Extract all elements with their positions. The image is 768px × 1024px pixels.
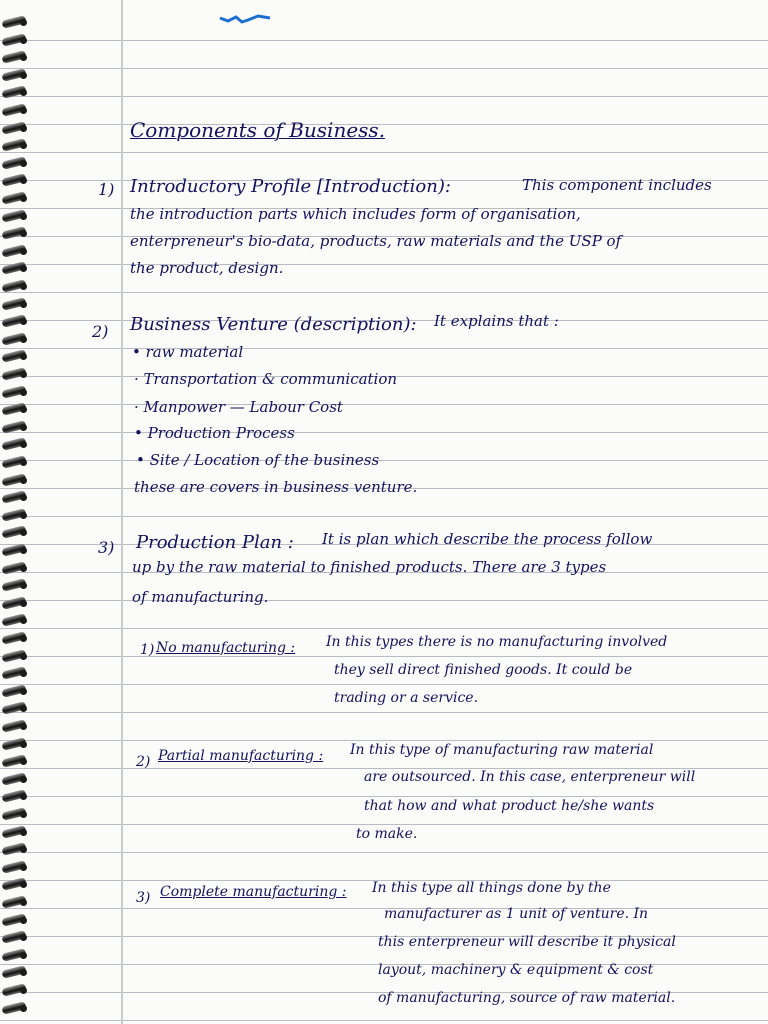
subsection-3-line: layout, machinery & equipment & cost (378, 962, 654, 978)
bullet-item: • Site / Location of the business (136, 451, 380, 469)
punch-hole (20, 160, 27, 167)
punch-hole (20, 776, 27, 783)
section-1-heading: Introductory Profile [Introduction): (130, 176, 451, 197)
subsection-2-line: are outsourced. In this case, enterpreneur will (364, 769, 696, 785)
subsection-2-line: to make. (356, 826, 418, 842)
punch-hole (20, 793, 27, 800)
punch-hole (20, 213, 27, 220)
section-2-heading: Business Venture (description): (130, 314, 417, 335)
subsection-1-line: In this types there is no manufacturing involved (326, 634, 668, 650)
punch-hole (20, 934, 27, 941)
subsection-2-line: that how and what product he/she wants (364, 798, 655, 814)
section-1-line: the product, design. (130, 259, 284, 277)
punch-hole (20, 829, 27, 836)
bullet-item: • Production Process (134, 424, 295, 442)
subsection-2-number: 2) (136, 754, 151, 770)
punch-hole (20, 441, 27, 448)
punch-hole (20, 371, 27, 378)
subsection-1-line: trading or a service. (334, 690, 479, 706)
punch-hole (20, 864, 27, 871)
punch-hole (20, 318, 27, 325)
punch-hole (20, 688, 27, 695)
punch-hole (20, 670, 27, 677)
punch-hole (20, 582, 27, 589)
subsection-1-number: 1) (140, 642, 155, 658)
punch-hole (20, 547, 27, 554)
subsection-3-number: 3) (136, 890, 151, 906)
subsection-1-line: they sell direct finished goods. It could be (334, 662, 633, 678)
punch-hole (20, 142, 27, 149)
punch-hole (20, 635, 27, 642)
punch-hole (20, 424, 27, 431)
section-2-number: 2) (92, 322, 109, 341)
subsection-3-line: In this type all things done by the (372, 880, 611, 896)
punch-hole (20, 1005, 27, 1012)
section-1-line: the introduction parts which includes form of organisation, (130, 205, 581, 223)
section-3-number: 3) (98, 538, 115, 557)
punch-hole (20, 917, 27, 924)
punch-hole (20, 54, 27, 61)
section-2-intro: It explains that : (434, 312, 559, 330)
section-3-line: of manufacturing. (132, 588, 269, 606)
punch-hole (20, 811, 27, 818)
subsection-3-line: of manufacturing, source of raw material. (378, 990, 676, 1006)
punch-hole (20, 705, 27, 712)
subsection-3-heading: Complete manufacturing : (160, 884, 347, 900)
punch-hole (20, 565, 27, 572)
page-title: Components of Business. (130, 118, 386, 142)
punch-hole (20, 389, 27, 396)
punch-hole (20, 107, 27, 114)
margin-line (121, 0, 123, 1024)
subsection-1-heading: No manufacturing : (156, 640, 296, 656)
punch-hole (20, 301, 27, 308)
section-3-line: up by the raw material to finished products. There are 3 types (132, 558, 607, 576)
spiral-binding (0, 0, 34, 1024)
punch-hole (20, 477, 27, 484)
punch-hole (20, 952, 27, 959)
section-3-line: It is plan which describe the process follow (322, 530, 653, 548)
punch-hole (20, 177, 27, 184)
subsection-3-line: this enterpreneur will describe it physical (378, 934, 676, 950)
punch-hole (20, 195, 27, 202)
subsection-2-heading: Partial manufacturing : (158, 748, 324, 764)
punch-hole (20, 899, 27, 906)
punch-hole (20, 230, 27, 237)
section-1-line: This component includes (522, 176, 712, 194)
subsection-2-line: In this type of manufacturing raw material (350, 742, 654, 758)
punch-hole (20, 248, 27, 255)
punch-hole (20, 37, 27, 44)
ink-smudge (218, 12, 273, 26)
punch-hole (20, 19, 27, 26)
punch-hole (20, 617, 27, 624)
punch-hole (20, 846, 27, 853)
punch-hole (20, 283, 27, 290)
punch-hole (20, 969, 27, 976)
punch-hole (20, 459, 27, 466)
punch-hole (20, 353, 27, 360)
section-2-closing: these are covers in business venture. (134, 478, 418, 496)
punch-hole (20, 89, 27, 96)
punch-hole (20, 741, 27, 748)
punch-hole (20, 406, 27, 413)
punch-hole (20, 494, 27, 501)
punch-hole (20, 529, 27, 536)
section-3-heading: Production Plan : (136, 532, 294, 553)
subsection-3-line: manufacturer as 1 unit of venture. In (384, 906, 649, 922)
punch-hole (20, 653, 27, 660)
punch-hole (20, 512, 27, 519)
bullet-item: · Manpower — Labour Cost (134, 398, 343, 416)
bullet-item: • raw material (132, 343, 244, 361)
bullet-item: · Transportation & communication (134, 370, 398, 388)
punch-hole (20, 758, 27, 765)
punch-hole (20, 125, 27, 132)
section-1-number: 1) (98, 180, 115, 199)
punch-hole (20, 987, 27, 994)
punch-hole (20, 723, 27, 730)
punch-hole (20, 72, 27, 79)
punch-hole (20, 600, 27, 607)
punch-hole (20, 881, 27, 888)
section-1-line: enterpreneur's bio-data, products, raw materials and the USP of (130, 232, 622, 250)
punch-hole (20, 336, 27, 343)
punch-hole (20, 265, 27, 272)
